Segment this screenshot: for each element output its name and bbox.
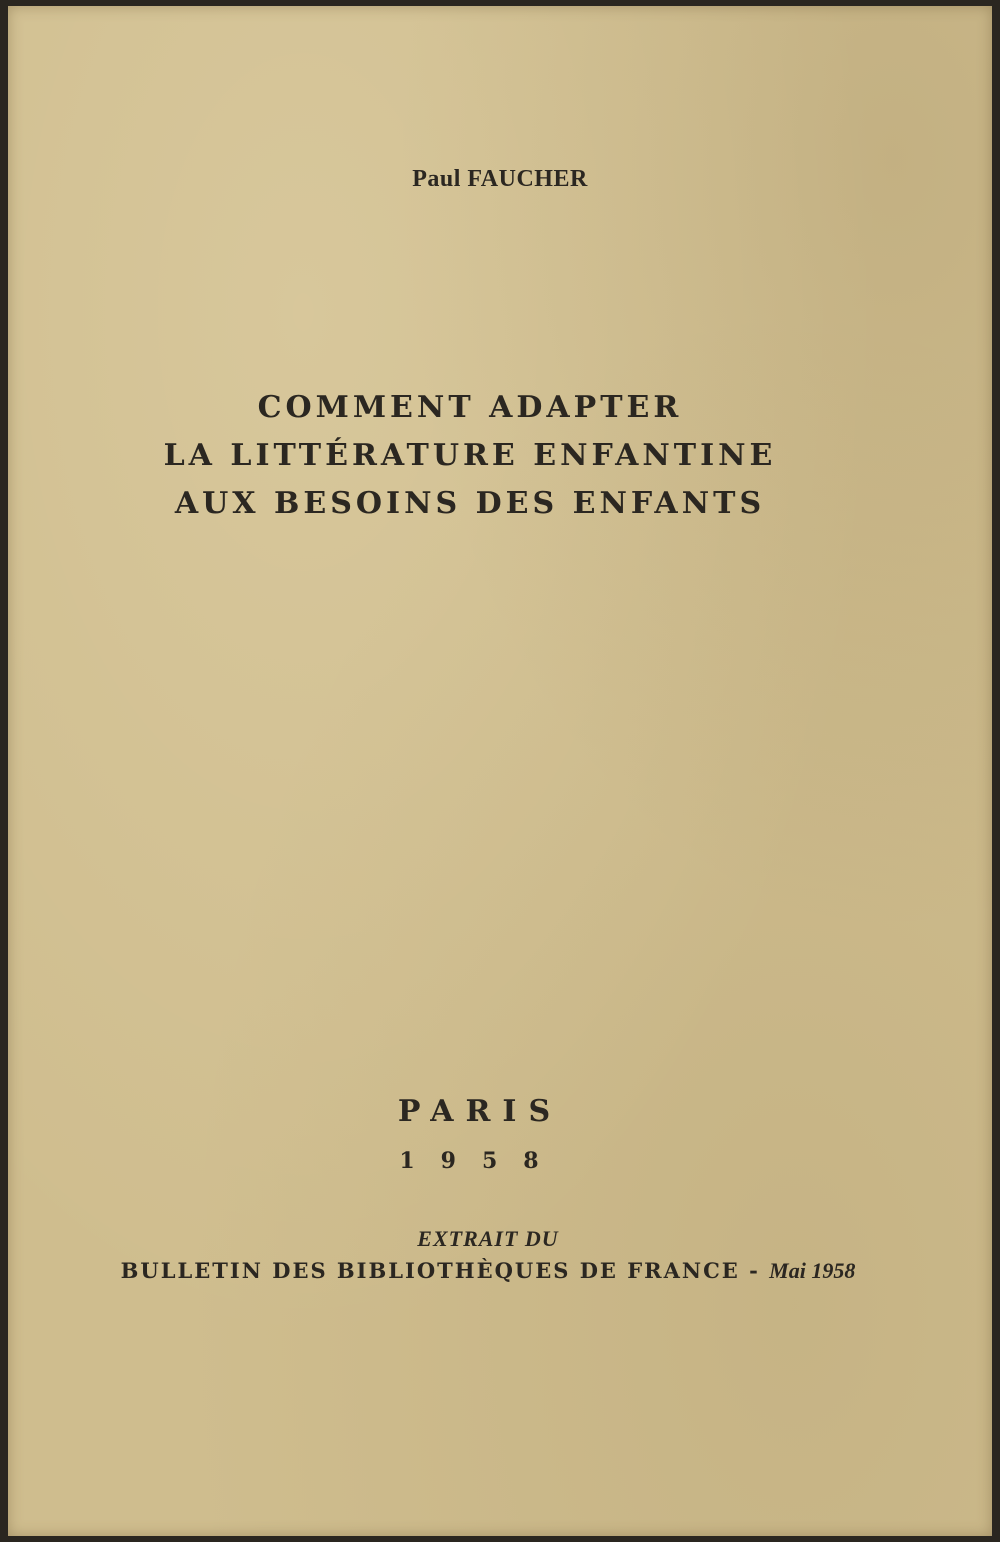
extract-note: EXTRAIT DU bbox=[417, 1226, 559, 1251]
title-line-3: AUX BESOINS DES ENFANTS bbox=[174, 486, 766, 521]
book-title bbox=[0, 384, 962, 528]
title-line-2: LA LITTÉRATURE ENFANTINE bbox=[163, 438, 777, 473]
bulletin-line bbox=[0, 1258, 980, 1284]
bulletin-name: BULLETIN DES BIBLIOTHÈQUES DE FRANCE bbox=[120, 1258, 740, 1283]
publication-year: 1958 bbox=[399, 1148, 565, 1174]
issue-date: Mai 1958 bbox=[769, 1258, 856, 1283]
publication-place: PARIS bbox=[397, 1094, 563, 1129]
author-name: Paul FAUCHER bbox=[412, 166, 588, 192]
book-cover bbox=[8, 6, 992, 1536]
bulletin-separator: - bbox=[749, 1258, 760, 1283]
title-line-1: COMMENT ADAPTER bbox=[257, 390, 683, 425]
